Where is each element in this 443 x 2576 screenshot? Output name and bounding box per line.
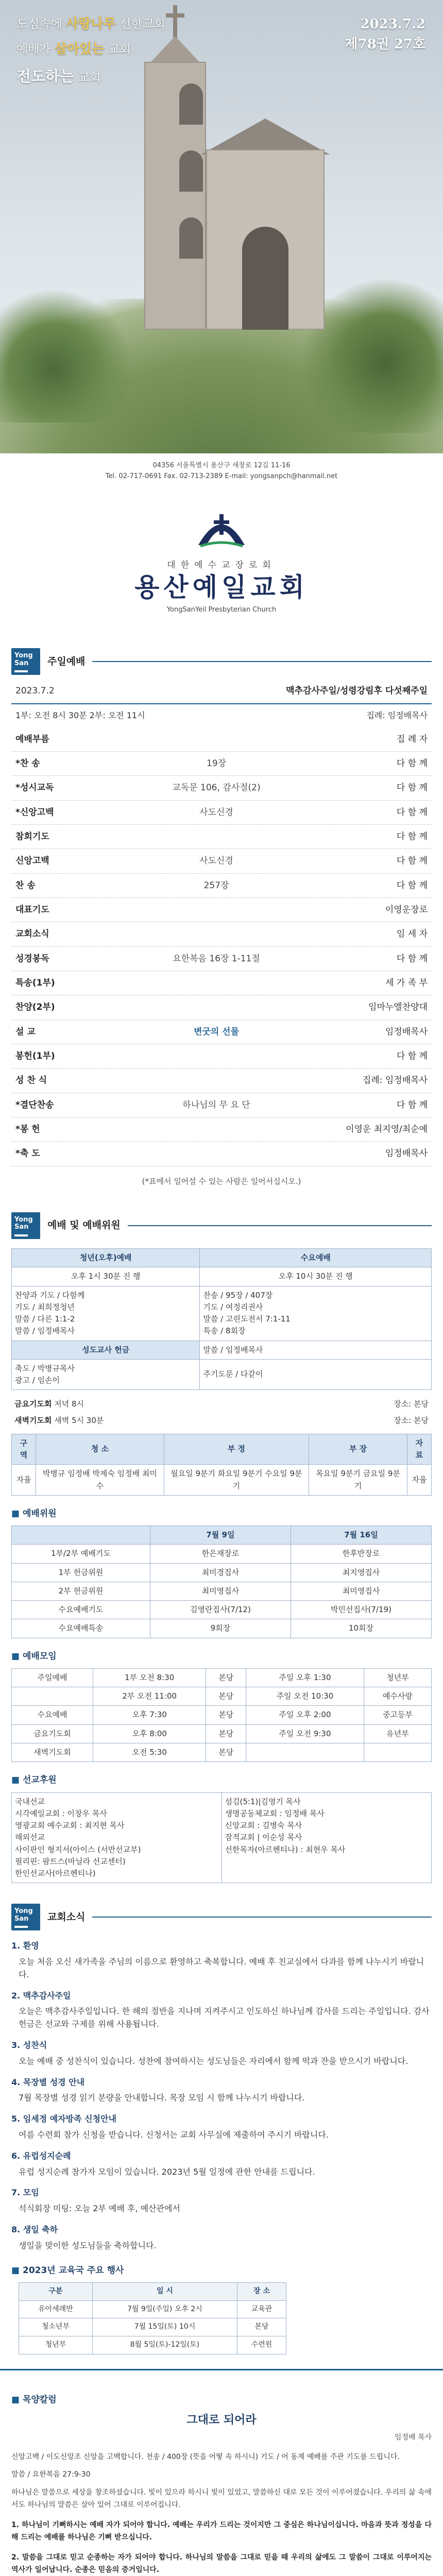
order-label: 특송(1부): [15, 978, 55, 988]
order-person: 임정배목사: [385, 1148, 428, 1159]
sermon-body: [11, 2451, 432, 2576]
order-content: 교독문 106, 감사절(2): [172, 783, 261, 793]
table-cell: [364, 1743, 431, 1761]
table-cell: 오전 5:30: [93, 1743, 206, 1761]
order-person: 다 함 께: [396, 953, 428, 964]
news-item: [11, 2224, 432, 2252]
order-row: [11, 849, 432, 873]
news-body: 여름 수련회 참가 신청을 받습니다. 신청서는 교회 사무실에 제출하여 주시기 바랍니다.: [19, 2130, 329, 2140]
section-title: 예배 및 예배위원: [47, 1219, 121, 1231]
meetings-title: ■ 예배모임: [11, 1650, 432, 1663]
news-body: 오늘 예배 중 성찬식이 있습니다. 성찬에 참여하시는 성도님들은 자리에서 함께 떡과 잔을 받으시기 바랍니다.: [19, 2056, 408, 2066]
mission-title: ■ 선교후원: [11, 1773, 432, 1787]
table-row: [12, 1724, 432, 1743]
table-cell: [12, 1359, 200, 1390]
news-item: [11, 1940, 432, 1981]
order-person: 집례: 임정배목사: [362, 1075, 428, 1086]
order-row: [11, 995, 432, 1020]
issue-number: 제78권 27호: [345, 37, 425, 52]
list-item: 말씀 / 고린도전서 7:1-11: [203, 1314, 291, 1324]
order-row: [11, 898, 432, 922]
table-cell: [12, 1687, 93, 1706]
order-label: 찬 송: [15, 880, 36, 891]
news-body: 오늘 처음 오신 새가족을 주님의 이름으로 환영하고 축복합니다. 예배 후 친교실에서 다과를 함께 나누시기 바랍니다.: [19, 1957, 424, 1979]
news-body: 생일을 맞이한 성도님들을 축하합니다.: [19, 2240, 157, 2250]
order-person: 다 함 께: [396, 807, 428, 818]
order-content: 하나님의 무 요 단: [182, 1099, 250, 1110]
table-cell: [200, 1341, 432, 1359]
order-row: [11, 1020, 432, 1044]
order-list: [11, 727, 432, 1166]
news-title: 8. 생일 축하: [11, 2225, 58, 2235]
table-row: [19, 2300, 286, 2318]
sermon-paragraph: 하나님은 말씀으로 세상을 창조하셨습니다. 빛이 있으라 하시니 빛이 있었고, 말씀하신 대로 모든 것이 이루어졌습니다. 우리의 삶 속에서도 하나님의 말씀은 살아 있어 그대로 이루어집니다.: [11, 2488, 432, 2510]
section-badge: [11, 1212, 40, 1239]
cleaning-table: [11, 1434, 432, 1496]
tower-window: [179, 150, 203, 192]
value: 저녁 8시: [54, 1399, 84, 1409]
order-row: [11, 1093, 432, 1117]
divider: [92, 661, 432, 662]
mission-item: 국내선교: [15, 1797, 45, 1806]
list-item: 말씀 / 임정배목사: [15, 1326, 75, 1336]
meetings-table: [11, 1668, 432, 1762]
news-title: 2. 맥추감사주일: [11, 1990, 71, 2001]
table-cell: 주일 오후 1:30: [246, 1668, 364, 1687]
schedule-table: [19, 2282, 286, 2354]
table-cell: 김영란집사(7/12): [150, 1601, 291, 1619]
order-label: *봉 헌: [15, 1124, 40, 1135]
section-title: 교회소식: [47, 1911, 86, 1923]
order-label: 설 교: [15, 1026, 36, 1037]
mission-item: 해외선교: [15, 1833, 45, 1842]
order-label: 성경봉독: [15, 953, 49, 964]
bell-tower: [144, 62, 206, 330]
news-item: [11, 2113, 432, 2142]
list-item: 기도 / 여정리권사: [203, 1302, 263, 1312]
table-cell: 유아세례반: [19, 2300, 93, 2318]
col-header: 장 소: [237, 2282, 286, 2300]
col-header: 구 역: [12, 1434, 36, 1465]
news-title: 1. 환영: [11, 1941, 39, 1951]
table-row: [12, 1668, 432, 1687]
order-content: 요한복음 16장 1-11절: [173, 953, 260, 964]
church-name-en: YongSanYeil Presbyterian Church: [166, 606, 277, 614]
table-row: [12, 1619, 432, 1638]
table-cell: 자율: [12, 1465, 36, 1496]
slogan-word: 선한교회: [120, 18, 165, 31]
church-address: [0, 453, 443, 482]
table-cell: 본당: [206, 1743, 246, 1761]
table-cell: 금요기도회: [12, 1724, 93, 1743]
column-label: ■ 목양칼럼: [11, 2393, 432, 2406]
order-person: 세 가 족 부: [385, 978, 428, 988]
table-cell: 최미영집사: [150, 1582, 291, 1600]
issue-info: [345, 14, 425, 55]
table-cell: [12, 1286, 200, 1341]
slogan-word: 사랑나무: [66, 16, 116, 31]
table-cell: 중고등부: [364, 1706, 431, 1724]
table-cell: 오후 10시 30분 진 행: [200, 1267, 432, 1286]
table-cell: 청년부: [19, 2336, 93, 2354]
sermon-paragraph: 1. 하나님이 기뻐하시는 예배 자가 되어야 합니다. 예배는 우리가 드리는 것이지만 그 중심은 하나님이십니다. 마음과 뜻과 정성을 다해 드리는 예배를 하나님은 기뻐 받으십니다.: [11, 2520, 432, 2542]
table-cell: 유년부: [364, 1724, 431, 1743]
table-cell: 청소년부: [19, 2318, 93, 2336]
order-note: (*표에서 일어설 수 있는 사람은 일어서십시오.): [142, 1176, 301, 1186]
table-cell: 2부 헌금위원: [12, 1582, 150, 1600]
tower-window: [179, 83, 203, 125]
news-item: [11, 2187, 432, 2215]
table-cell: 본당: [237, 2318, 286, 2336]
table-cell: 한후반장로: [291, 1545, 431, 1563]
sermon-paragraph: 신앙고백 / 이도신앙조 신앙을 고백합니다. 천송 / 400장 (뜻을 어떻 속 하시니) 기도 / 어 동제 예배를 주관 기도를 드립니다.: [11, 2452, 400, 2461]
members-section: [0, 1212, 443, 1883]
service-leader: 집례: 임정배목사: [366, 710, 428, 720]
news-title: 5. 임세정 예자방족 신청안내: [11, 2114, 116, 2124]
order-row: [11, 801, 432, 825]
order-content: 19장: [206, 758, 227, 769]
trees-left: [0, 289, 134, 422]
mission-overseas: [222, 1792, 432, 1883]
mission-item: 선한목자(아르헨티나) : 최현우 목사: [225, 1844, 346, 1854]
order-row: [11, 1117, 432, 1142]
order-row: [11, 1044, 432, 1069]
slogan-word: 전도하는: [16, 67, 75, 85]
table-cell: 10회장: [291, 1619, 431, 1638]
table-cell: 예수사랑: [364, 1687, 431, 1706]
list-item: 기도 / 최희정청년: [15, 1302, 75, 1312]
order-person: 다 함 께: [396, 783, 428, 793]
mission-item: 생명공동체교회 : 임정배 목사: [225, 1808, 325, 1818]
service-times: 1부: 오전 8시 30분 2부: 오전 11시: [15, 710, 145, 720]
duty-table: [11, 1526, 432, 1638]
mission-item: 섬김(5:1)|김영기 목사: [225, 1797, 301, 1806]
order-row: [11, 825, 432, 849]
order-row: [11, 752, 432, 776]
mission-item: 영광교회 예수교회 : 최지현 목사: [15, 1821, 125, 1831]
table-cell: [200, 1286, 432, 1341]
news-section: [0, 1904, 443, 2354]
mission-table: [11, 1792, 432, 1884]
news-item: [11, 1990, 432, 2031]
table-cell: 8월 5일(토)-12일(토): [92, 2336, 237, 2354]
church-logo: [0, 482, 443, 628]
table-cell: 박병규 임정배 박제숙 임정배 최미수: [36, 1465, 164, 1496]
table-row: [12, 1582, 432, 1600]
prayer-meeting: [11, 1396, 432, 1412]
mission-item: 잠적교회 | 이순성 목사: [225, 1833, 302, 1842]
col-header: 수요예배: [200, 1249, 432, 1267]
order-content: 변굿의 선물: [193, 1026, 240, 1037]
order-person: 다 함 께: [396, 856, 428, 867]
section-title: 주일예배: [47, 655, 86, 667]
order-person: 임정배목사: [385, 1026, 428, 1037]
table-cell: [246, 1743, 364, 1761]
order-person: 다 함 께: [396, 758, 428, 769]
order-label: 대표기도: [15, 904, 49, 915]
order-person: 이영운장로: [385, 904, 428, 915]
order-row: [11, 1069, 432, 1093]
table-row: [12, 1706, 432, 1724]
table-cell: 최지영집사: [291, 1563, 431, 1582]
order-content: 사도신경: [199, 807, 233, 818]
label: 금요기도회: [14, 1399, 52, 1409]
church-building: [129, 62, 325, 371]
table-cell: 자율: [407, 1465, 431, 1496]
order-label: 예배부름: [15, 734, 49, 744]
church-entrance: [242, 227, 288, 330]
col-header: [12, 1526, 150, 1545]
list-item: 찬양과 기도 / 다함께: [15, 1290, 85, 1300]
list-item: 말씀 / 임정배목사: [203, 1345, 263, 1354]
table-cell: 본당: [206, 1668, 246, 1687]
news-item: [11, 2076, 432, 2105]
news-body: 오늘은 맥추감사주일입니다. 한 해의 절반을 지나며 지켜주시고 인도하신 하나님께 감사를 드리는 주일입니다. 감사헌금은 선교와 구제를 위해 사용됩니다.: [19, 2006, 430, 2029]
section-header: [11, 1212, 432, 1239]
order-row: [11, 776, 432, 800]
contact-line: Tel. 02-717-0691 Fax. 02-713-2389 E-mail: yongsanpch@hanmail.net: [105, 472, 338, 480]
table-cell: 1부 헌금위원: [12, 1563, 150, 1582]
section-header: [11, 648, 432, 675]
table-cell: 한은재장로: [150, 1545, 291, 1563]
table-cell: 새벽기도회: [12, 1743, 93, 1761]
table-cell: 수요예배특송: [12, 1619, 150, 1638]
news-item: [11, 2150, 432, 2179]
mission-item: 필리핀: 팜트스(마닐라 선교센터): [15, 1856, 126, 1866]
table-row: [12, 1687, 432, 1706]
list-item: 주기도문 / 다같이: [203, 1369, 263, 1379]
table-cell: 목요일 9분기 금요일 9분기: [309, 1465, 407, 1496]
badge-text: Yong San: [14, 1907, 33, 1923]
order-row: [11, 727, 432, 752]
section-header: [11, 1904, 432, 1930]
order-person: 다 함 께: [396, 831, 428, 842]
issue-date: 2023.7.2: [360, 16, 425, 32]
church-name: 용산예일교회: [134, 572, 309, 603]
order-label: *성시교독: [15, 783, 54, 793]
slogan-word: 예배가: [16, 42, 51, 56]
order-row: [11, 971, 432, 995]
news-body: 7월 목장별 성경 읽기 분량을 안내합니다. 목장 모임 시 함께 나누시기 바랍니다.: [19, 2093, 305, 2103]
slogan-word: 교회: [108, 42, 131, 56]
order-row: [11, 874, 432, 898]
order-label: 찬양(2부): [15, 1002, 55, 1013]
slogan-word: 도심속에: [16, 18, 62, 31]
list-item: 축도 / 박병규목사: [15, 1363, 75, 1373]
table-cell: 7월 15일(토) 10시: [92, 2318, 237, 2336]
denomination: 대한예수교장로회: [167, 560, 276, 570]
table-cell: 본당: [206, 1724, 246, 1743]
mission-item: 사이판인 형지서(아이스 (서반선교부): [15, 1844, 141, 1854]
col-header: 구분: [19, 2282, 93, 2300]
slogan-word: 교회: [78, 71, 101, 84]
table-cell: 수련원: [237, 2336, 286, 2354]
order-label: 봉헌(1부): [15, 1051, 55, 1062]
sermon-paragraph: 2. 말씀을 그대로 믿고 순종하는 자가 되어야 합니다. 하나님의 말씀을 그대로 믿을 때 우리의 삶에도 그 말씀이 그대로 이루어지는 역사가 일어납니다. 순종은 믿음의 증거입니다.: [11, 2553, 432, 2574]
sermon-column: [0, 2369, 443, 2576]
divider: [92, 1917, 432, 1918]
sermon-author: 임정배 목사: [394, 2433, 432, 2442]
badge-text: Yong San: [14, 1216, 33, 1231]
mission-item: 한인선교사(아르헨티나): [15, 1869, 96, 1878]
table-cell: 2부 오전 11:00: [93, 1687, 206, 1706]
table-row: [19, 2336, 286, 2354]
table-cell: 오후 8:00: [93, 1724, 206, 1743]
label: 새벽기도회: [14, 1415, 52, 1425]
church-emblem-icon: [193, 501, 250, 550]
order-person: 이영운 최지영/최순예: [346, 1124, 428, 1135]
table-cell: 오후 1시 30분 진 행: [12, 1267, 200, 1286]
table-cell: 주일예배: [12, 1668, 93, 1687]
mission-item: 시각예일교회 : 이창우 목사: [15, 1808, 107, 1818]
order-row: [11, 947, 432, 971]
table-cell: 9회장: [150, 1619, 291, 1638]
order-subheader: [11, 704, 432, 727]
table-row: [12, 1545, 432, 1563]
order-label: *결단찬송: [15, 1099, 54, 1110]
news-body: 석식회장 미팅: 오늘 2부 예배 후, 예산관에서: [19, 2204, 180, 2214]
worship-section: [0, 648, 443, 1192]
table-cell: 오후 7:30: [93, 1706, 206, 1724]
table-row: [19, 2318, 286, 2336]
table-cell: 7월 9일(주일) 오후 2시: [92, 2300, 237, 2318]
address-line: 04356 서울특별시 용산구 새창로 12길 11-16: [152, 462, 291, 469]
news-body: 유럽 성지순례 참가자 모임이 있습니다. 2023년 5월 일정에 관한 안내를 드립니다.: [19, 2166, 315, 2177]
table-cell: 본당: [206, 1687, 246, 1706]
order-person: 다 함 께: [396, 1099, 428, 1110]
order-person: 임마누엘찬양대: [368, 1002, 428, 1013]
col-header: 청년(오후)예배: [12, 1249, 200, 1267]
badge-text: Yong San: [14, 652, 33, 667]
list-item: 광고 / 임손이: [15, 1376, 60, 1385]
col-header: 자 료: [407, 1434, 431, 1465]
sermon-paragraph: 말씀 / 요한복음 27:9-30: [11, 2470, 91, 2479]
section-badge: [11, 648, 40, 675]
tower-window: [179, 217, 203, 259]
col-header: 7월 16일: [291, 1526, 431, 1545]
order-row: [11, 1142, 432, 1166]
col-header: 성도교사 헌금: [12, 1341, 200, 1359]
worship-date: 2023.7.2: [15, 686, 55, 697]
order-person: 집 례 자: [396, 734, 428, 744]
table-cell: 주일 오후 2:00: [246, 1706, 364, 1724]
services-table: [11, 1248, 432, 1390]
table-cell: 최미경집사: [150, 1563, 291, 1582]
news-title: 7. 모임: [11, 2188, 39, 2198]
news-title: 4. 목장별 성경 안내: [11, 2077, 85, 2087]
news-title: 6. 유럽성지순례: [11, 2150, 71, 2161]
table-cell: 교육관: [237, 2300, 286, 2318]
place: 장소: 본당: [394, 1399, 429, 1409]
table-cell: 월요일 9분기 화요일 9분기 수요일 9분기: [164, 1465, 309, 1496]
table-cell: 청년부: [364, 1668, 431, 1687]
section-badge: [11, 1904, 40, 1930]
mission-item: 신앙교회 : 김병숙 목사: [225, 1821, 302, 1831]
table-cell: 1부/2부 예배기도: [12, 1545, 150, 1563]
order-header: [11, 684, 432, 704]
news-item: [11, 2039, 432, 2068]
list-item: 찬송 / 95장 / 407장: [203, 1290, 273, 1300]
divider: [128, 1225, 432, 1226]
order-content: 257장: [203, 880, 229, 891]
service-name: 맥추감사주일/성령강림후 다섯째주일: [286, 686, 428, 697]
cover-photo: [0, 0, 443, 453]
table-row: [12, 1563, 432, 1582]
order-label: 참회기도: [15, 831, 49, 842]
order-label: 신앙고백: [15, 856, 49, 867]
place: 장소: 본당: [394, 1415, 429, 1425]
table-cell: 주일 오전 9:30: [246, 1724, 364, 1743]
order-label: 성 찬 식: [15, 1075, 47, 1086]
col-header: 일 시: [92, 2282, 237, 2300]
order-label: 교회소식: [15, 929, 49, 940]
table-row: [12, 1601, 432, 1619]
dawn-prayer: [11, 1413, 432, 1429]
table-cell: [200, 1359, 432, 1390]
cover-slogan: [16, 11, 165, 91]
duty-title: ■ 예배위원: [11, 1507, 432, 1520]
col-header: 7월 9일: [150, 1526, 291, 1545]
list-item: 말씀 / 다른 1:1-2: [15, 1314, 75, 1324]
table-cell: 주일 오전 10:30: [246, 1687, 364, 1706]
value: 새벽 5시 30분: [54, 1415, 104, 1425]
slogan-word: 살아있는: [54, 41, 105, 56]
order-label: *신앙고백: [15, 807, 54, 818]
cross-icon: [173, 5, 177, 38]
col-header: 부 장: [309, 1434, 407, 1465]
order-person: 임 세 자: [396, 929, 428, 940]
table-row: [12, 1743, 432, 1761]
list-item: 특송 / 8회장: [203, 1326, 246, 1336]
order-content: 사도신경: [199, 856, 233, 867]
table-cell: 박민선집사(7/19): [291, 1601, 431, 1619]
table-cell: 최미영집사: [291, 1582, 431, 1600]
news-title: 3. 성찬식: [11, 2040, 47, 2050]
order-person: 다 함 께: [396, 880, 428, 891]
col-header: 청 소: [36, 1434, 164, 1465]
sermon-title: 그대로 되어라: [186, 2414, 257, 2427]
order-person: 다 함 께: [396, 1051, 428, 1062]
news-list: [11, 1940, 432, 2252]
order-label: *찬 송: [15, 758, 40, 769]
table-cell: 1부 오전 8:30: [93, 1668, 206, 1687]
order-label: *축 도: [15, 1148, 40, 1159]
mission-domestic: [12, 1792, 222, 1883]
schedule-title: ■ 2023년 교육국 주요 행사: [11, 2264, 432, 2277]
table-cell: 수요예배기도: [12, 1601, 150, 1619]
table-cell: 수요예배: [12, 1706, 93, 1724]
col-header: 부 정: [164, 1434, 309, 1465]
table-cell: 본당: [206, 1706, 246, 1724]
order-row: [11, 922, 432, 946]
